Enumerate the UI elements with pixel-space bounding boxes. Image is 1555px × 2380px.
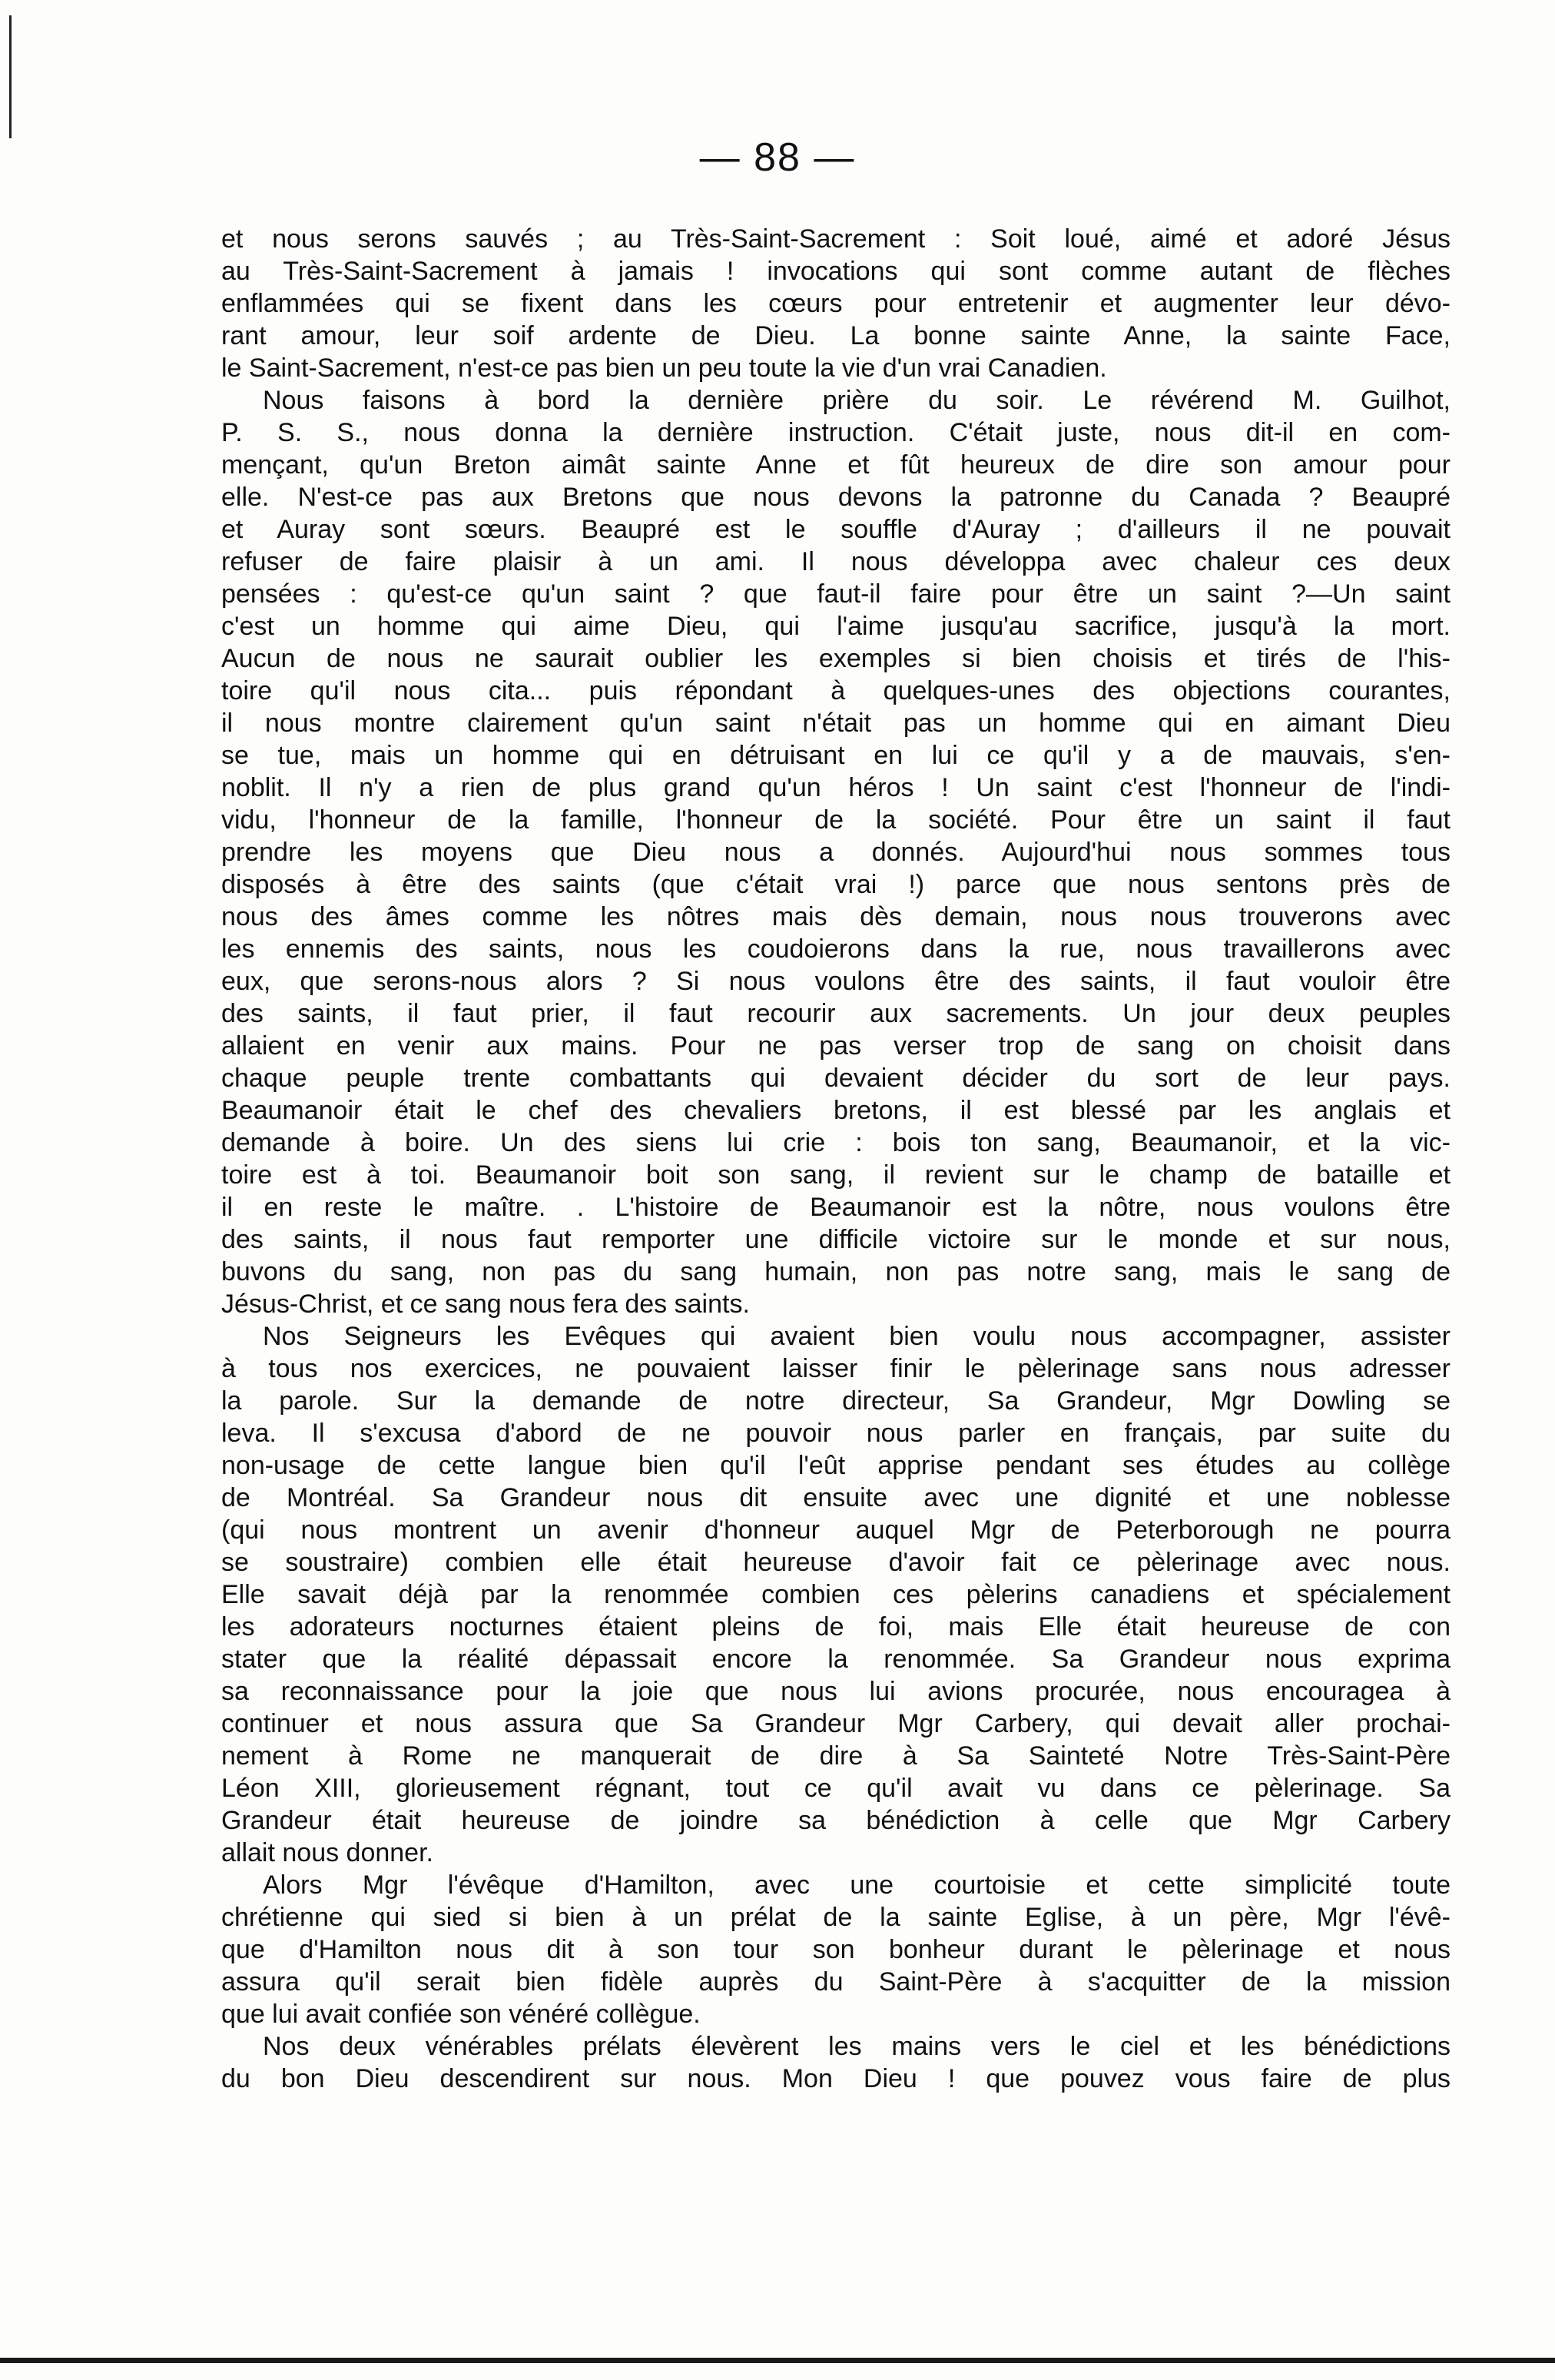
text-line: Nos Seigneurs les Evêques qui avaient bien voulu nous accompagner, assister <box>263 1322 1451 1351</box>
text-line: mençant, qu'un Breton aimât sainte Anne et fût heureux de dire son amour pour <box>221 450 1451 480</box>
text-line: au Très-Saint-Sacrement à jamais ! invocations qui sont comme autant de flèches <box>221 257 1451 286</box>
text-line: Jésus-Christ, et ce sang nous fera des saints. <box>221 1290 750 1319</box>
text-line: enflammées qui se fixent dans les cœurs pour entretenir et augmenter leur dévo- <box>221 289 1451 318</box>
text-line: Nous faisons à bord la dernière prière du soir. Le révérend M. Guilhot, <box>263 386 1451 415</box>
text-line: stater que la réalité dépassait encore la renommée. Sa Grandeur nous exprima <box>221 1645 1451 1674</box>
text-line: leva. Il s'excusa d'abord de ne pouvoir nous parler en français, par suite du <box>221 1419 1451 1448</box>
text-line: buvons du sang, non pas du sang humain, non pas notre sang, mais le sang de <box>221 1257 1451 1286</box>
text-line: nement à Rome ne manquerait de dire à Sa Sainteté Notre Très-Saint-Père <box>221 1741 1451 1771</box>
text-line: se soustraire) combien elle était heureuse d'avoir fait ce pèlerinage avec nous. <box>221 1548 1451 1577</box>
text-line: Léon XIII, glorieusement régnant, tout ce qu'il avait vu dans ce pèlerinage. Sa <box>221 1774 1451 1803</box>
text-line: que lui avait confiée son vénéré collègue. <box>221 2000 701 2029</box>
text-line: vidu, l'honneur de la famille, l'honneur de la société. Pour être un saint il faut <box>221 805 1451 835</box>
text-line: elle. N'est-ce pas aux Bretons que nous devons la patronne du Canada ? Beaupré <box>221 483 1451 512</box>
text-line: assura qu'il serait bien fidèle auprès du Saint-Père à s'acquitter de la mission <box>221 1967 1451 1997</box>
text-line: toire est à toi. Beaumanoir boit son sang, il revient sur le champ de bataille et <box>221 1160 1451 1190</box>
text-line: chaque peuple trente combattants qui devaient décider du sort de leur pays. <box>221 1064 1451 1093</box>
text-line: demande à boire. Un des siens lui crie : bois ton sang, Beaumanoir, et la vic- <box>221 1128 1451 1157</box>
text-line: chrétienne qui sied si bien à un prélat de la sainte Eglise, à un père, Mgr l'évê- <box>221 1903 1451 1932</box>
text-line: Nos deux vénérables prélats élevèrent les mains vers le ciel et les bénédictions <box>263 2032 1451 2061</box>
text-line: des saints, il nous faut remporter une difficile victoire sur le monde et sur nous, <box>221 1225 1451 1254</box>
text-line: et nous serons sauvés ; au Très-Saint-Sacrement : Soit loué, aimé et adoré Jésus <box>221 224 1451 254</box>
text-line: la parole. Sur la demande de notre directeur, Sa Grandeur, Mgr Dowling se <box>221 1386 1451 1416</box>
bottom-scan-rule <box>0 2358 1555 2363</box>
text-line: allaient en venir aux mains. Pour ne pas verser trop de sang on choisit dans <box>221 1031 1451 1061</box>
text-line: des saints, il faut prier, il faut recourir aux sacrements. Un jour deux peuples <box>221 999 1451 1028</box>
text-line: Grandeur était heureuse de joindre sa bénédiction à celle que Mgr Carbery <box>221 1806 1451 1835</box>
text-line: P. S. S., nous donna la dernière instruction. C'était juste, nous dit-il en com- <box>221 418 1451 447</box>
text-line: prendre les moyens que Dieu nous a donnés. Aujourd'hui nous sommes tous <box>221 838 1451 867</box>
text-line: se tue, mais un homme qui en détruisant en lui ce qu'il y a de mauvais, s'en- <box>221 741 1451 770</box>
text-line: de Montréal. Sa Grandeur nous dit ensuite avec une dignité et une noblesse <box>221 1483 1451 1512</box>
text-line: il en reste le maître. . L'histoire de Beaumanoir est la nôtre, nous voulons être <box>221 1193 1451 1222</box>
text-line: eux, que serons-nous alors ? Si nous voulons être des saints, il faut vouloir être <box>221 967 1451 996</box>
text-line: Aucun de nous ne saurait oublier les exemples si bien choisis et tirés de l'his- <box>221 644 1451 673</box>
text-line: continuer et nous assura que Sa Grandeur Mgr Carbery, qui devait aller prochai- <box>221 1709 1451 1738</box>
text-line: à tous nos exercices, ne pouvaient laisser finir le pèlerinage sans nous adresser <box>221 1354 1451 1383</box>
text-line: noblit. Il n'y a rien de plus grand qu'un héros ! Un saint c'est l'honneur de l'indi- <box>221 773 1451 802</box>
text-line: le Saint-Sacrement, n'est-ce pas bien un peu toute la vie d'un vrai Canadien. <box>221 354 1107 383</box>
text-line: les ennemis des saints, nous les coudoierons dans la rue, nous travaillerons avec <box>221 934 1451 964</box>
text-line: toire qu'il nous cita... puis répondant à quelques-unes des objections courantes, <box>221 676 1451 705</box>
text-line: disposés à être des saints (que c'était vrai !) parce que nous sentons près de <box>221 870 1451 899</box>
scan-edge-mark <box>9 15 12 138</box>
text-line: les adorateurs nocturnes étaient pleins de foi, mais Elle était heureuse de con <box>221 1612 1451 1641</box>
text-line: du bon Dieu descendirent sur nous. Mon Dieu ! que pouvez vous faire de plus <box>221 2064 1451 2093</box>
text-line: il nous montre clairement qu'un saint n'était pas un homme qui en aimant Dieu <box>221 709 1451 738</box>
text-line: refuser de faire plaisir à un ami. Il nous développa avec chaleur ces deux <box>221 547 1451 576</box>
text-line: allait nous donner. <box>221 1838 433 1867</box>
text-line: non-usage de cette langue bien qu'il l'eût apprise pendant ses études au collège <box>221 1451 1451 1480</box>
text-line: (qui nous montrent un avenir d'honneur auquel Mgr de Peterborough ne pourra <box>221 1515 1451 1545</box>
text-line: que d'Hamilton nous dit à son tour son bonheur durant le pèlerinage et nous <box>221 1935 1451 1964</box>
text-line: sa reconnaissance pour la joie que nous lui avions procurée, nous encouragea à <box>221 1677 1451 1706</box>
text-line: rant amour, leur soif ardente de Dieu. La bonne sainte Anne, la sainte Face, <box>221 321 1451 350</box>
page-number: — 88 — <box>699 135 856 180</box>
text-line: pensées : qu'est-ce qu'un saint ? que faut-il faire pour être un saint ?—Un saint <box>221 579 1451 609</box>
body-text <box>221 223 1451 2095</box>
text-line: et Auray sont sœurs. Beaupré est le souffle d'Auray ; d'ailleurs il ne pouvait <box>221 515 1451 544</box>
text-line: nous des âmes comme les nôtres mais dès demain, nous nous trouverons avec <box>221 902 1451 931</box>
text-line: c'est un homme qui aime Dieu, qui l'aime jusqu'au sacrifice, jusqu'à la mort. <box>221 612 1451 641</box>
text-line: Alors Mgr l'évêque d'Hamilton, avec une courtoisie et cette simplicité toute <box>263 1870 1451 1900</box>
text-line: Elle savait déjà par la renommée combien ces pèlerins canadiens et spécialement <box>221 1580 1451 1609</box>
text-line: Beaumanoir était le chef des chevaliers bretons, il est blessé par les anglais et <box>221 1096 1451 1125</box>
